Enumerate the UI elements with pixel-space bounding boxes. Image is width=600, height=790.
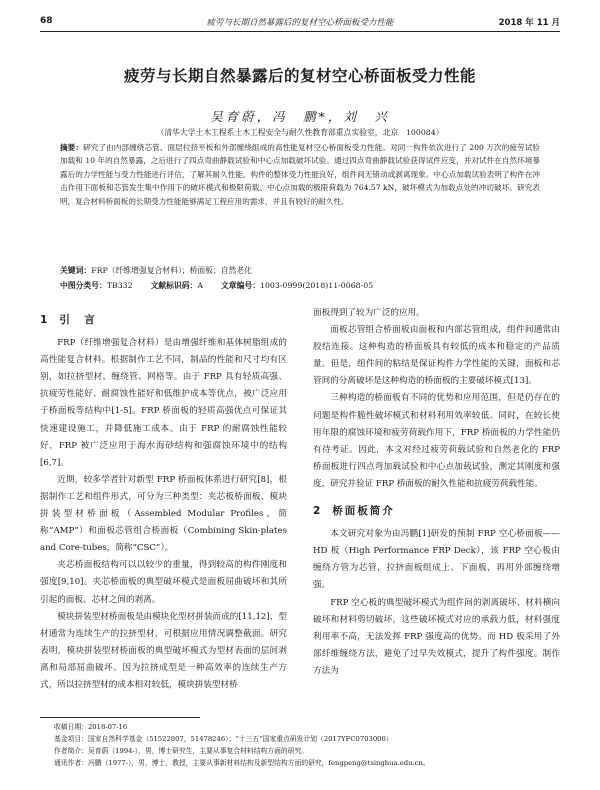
clc-value: TB332 <box>106 281 133 290</box>
paragraph: 近期，较多学者针对新型 FRP 桥面板体系进行研究[8]，根据制作工艺和组件形式，可分为三种类型：夹芯板桥面板、模块拼装型材桥面板（Assembled Modular Profiles，简称“AMP”）和面板芯管组合桥面板（Combining Skin-plates and Core-tubes，简称“CSC”）。 <box>40 474 287 554</box>
abstract <box>60 141 540 208</box>
keywords-label: 关键词： <box>60 266 92 275</box>
left-column <box>40 308 287 694</box>
running-header <box>40 14 560 30</box>
paragraph: 夹芯桥面板结构可以以较少的重量，得到较高的构件刚度和强度[9,10]。夹芯桥面板的典型破坏模式是面板屈曲破坏和其所引起的面板、芯材之间的剥离。 <box>40 560 287 605</box>
doc-code-label: 文献标识码： <box>150 281 198 290</box>
issue-date: 2018 年 11 月 <box>498 18 560 28</box>
author-list: 吴育蔚，冯 鹏*，刘 兴 <box>210 109 390 124</box>
document-code <box>151 280 203 291</box>
affiliation: （清华大学土木工程系土木工程安全与耐久性教育部重点实验室，北京 100084） <box>156 128 444 137</box>
keywords <box>60 265 540 276</box>
footnotes <box>40 721 560 769</box>
paragraph: FRP 空心板的典型破坏模式为组件间的剥离破坏、材料横向破坏和材料剪切破坏，这些破坏模式对应的承载力低，材料强度利用率不高，无法发挥 FRP 强度高的优势。而 HD 板采用了外部纤维缠绕方法，避免了过早失效模式，提升了构件强度。制作方法为 <box>313 597 560 676</box>
paragraph: 面板得到了较为广泛的应用。 <box>313 308 425 318</box>
running-title: 疲劳与长期自然暴露后的复材空心桥面板受力性能 <box>206 18 394 28</box>
section-number: 1 <box>40 314 50 326</box>
keywords-text: FRP（纤维增强复合材料）；桥面板；自然老化 <box>91 266 252 275</box>
paragraph: 模块拼装型材桥面板是由模块化型材拼装而成的[11,12]，型材通常为连续生产的拉挤型材，可根据应用情况调整截面。研究表明，模块拼装型材桥面板的典型破坏模式为型材表面的层间剥离和局部屈曲破坏。因为拉挤成型是一种高效率的连续生产方式，所以拉挤型材的成本相对较低，模块拼装型材桥 <box>40 611 287 690</box>
article-title: 疲劳与长期自然暴露后的复材空心桥面板受力性能 <box>123 67 476 85</box>
section-heading-deck-intro <box>313 503 560 520</box>
footnote-rule <box>40 717 200 718</box>
page-number: 68 <box>40 16 53 26</box>
clc-label: 中图分类号： <box>60 281 107 290</box>
section-title: 桥面板简介 <box>332 505 395 518</box>
abstract-text: 研究了由内部缠绕芯管、面层拉挤平板和外部缠绕组成的高性能复材空心桥面板受力性能。对同一构件依次进行了 200 万次的疲劳试验加载和 10 年的自然暴露，之后进行了四点弯曲静载试验和中心点加载破坏试验。通过四点弯曲静载试验获得试件应变，并对试件在自然环境暴露后的力学性能与受力性能进行评估，了解其耐久性能，构件的整体受力性能良好，组件间无错动或剥离现象。中心点加载试验表明了构件在冲击作用下面板和芯管发生集中作用下的破坏模式和极限荷载。中心点加载的极限荷载为 764.57 kN，破坏模式为加载点处的冲切破坏。研究表明，复合材料桥面板的长期受力性能能够满足工程应用的需求，并且有较好的耐久性。 <box>60 143 540 206</box>
footnote-author-bio: 作者简介：吴育蔚（1994-），男，博士研究生，主要从事复合材料结构方面的研究。 <box>54 747 309 755</box>
abstract-label: 摘要： <box>60 143 84 152</box>
article-number <box>221 280 373 291</box>
doc-code-value: A <box>197 281 204 290</box>
paragraph: 面板芯管组合桥面板由面板和内部芯管组成，组件间通常由胶结连接。这种构造的桥面板具有较低的成本和稳定的产品质量。但是，组件间的粘结是保证构件力学性能的关键，面板和芯管间的分离破坏是这种构造的桥面板的主要破坏模式[13]。 <box>313 325 560 387</box>
footnote-corresponding: 通讯作者：冯鹏（1977-），男，博士，教授，主要从事新材料结构及新型结构方面的研究，fengpeng@tsinghua.edu.cn。 <box>54 759 430 767</box>
footnote-received: 收稿日期：2018-07-16 <box>54 723 128 731</box>
article-number-value: 1003-0999(2018)11-0068-05 <box>260 281 374 290</box>
section-title: 引 言 <box>59 314 97 326</box>
section-number: 2 <box>313 505 323 518</box>
right-column <box>313 305 560 680</box>
paragraph: 三种构造的桥面板有不同的优势和应用范围，但是仍存在的问题是构件脆性破坏模式和材料利用效率较低。同时，在较长使用年限的腐蚀环境和疲劳荷载作用下，FRP 桥面板的力学性能仍有待考证。因此，本文对经过疲劳荷载试验和自然老化的 FRP 桥面板进行四点弯加载试验和中心点加载试验，测定其刚度和强度，研究并验证 FRP 桥面板的耐久性能和抗疲劳荷载性能。 <box>313 393 560 489</box>
header-rule <box>40 31 560 32</box>
section-heading-introduction <box>40 312 287 329</box>
clc-code <box>60 280 133 291</box>
paragraph: FRP（纤维增强复合材料）是由增强纤维和基体树脂组成的高性能复合材料。根据制作工艺不同，制品的性能和尺寸均有区别，如拉挤型材、缠绕管、网格等。由于 FRP 具有轻质高强、抗疲劳性能好、耐腐蚀性能好和低维护成本等优点，被广泛应用于桥面板等结构中[1-5]。FRP 桥面板的轻质高强优点可保证其快速建设施工，并降低施工成本。由于 FRP 的耐腐蚀性能较好，FRP 被广泛应用于海水海砂结构和强腐蚀环境中的结构[6,7]。 <box>40 338 287 468</box>
classification-codes <box>60 280 540 291</box>
footnote-fund: 基金项目：国家自然科学基金（51522807，51478246）；“十三五”国家重点研发计划（2017YFC0703000） <box>54 735 393 743</box>
paragraph: 本文研究对象为由冯鹏[1]研发的预制 FRP 空心桥面板——HD 板（High Performance FRP Deck），该 FRP 空心板由缠绕方管为芯管，拉挤面板组成上、下面板，再用外部缠绕增强。 <box>313 529 560 591</box>
article-number-label: 文章编号： <box>221 281 260 290</box>
